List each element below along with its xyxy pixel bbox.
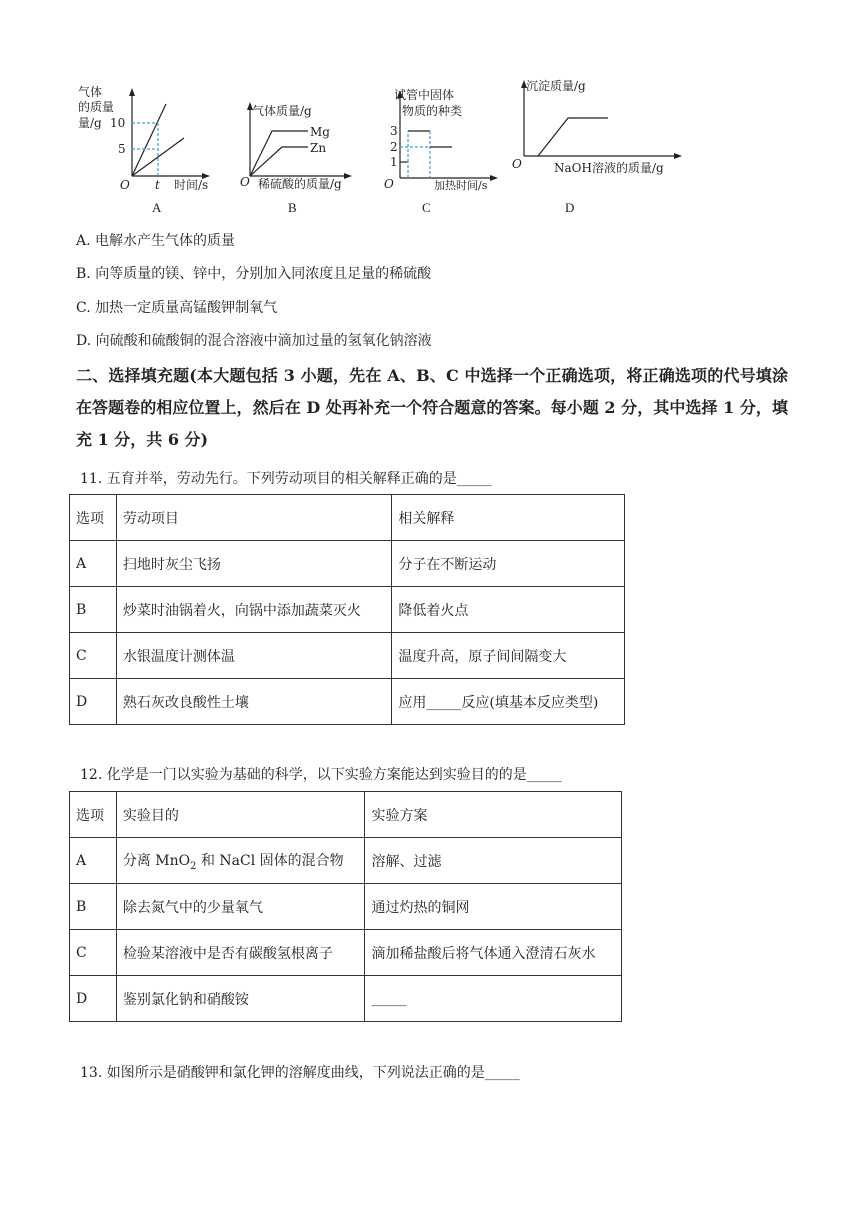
table-cell [116,838,365,884]
table-cell: 通过灼热的铜网 [365,884,622,930]
table-row [70,838,622,884]
figure-c-tick-2: 2 [390,140,398,154]
figure-b [236,80,366,215]
question-13-text: 13. 如图所示是硝酸钾和氯化钾的溶解度曲线，下列说法正确的是 [80,1065,485,1081]
table-cell: 扫地时灰尘飞扬 [116,541,392,587]
table-cell: 溶解、过滤 [365,838,622,884]
table-header-cell: 劳动项目 [116,495,392,541]
figure-a-ylabel-2: 的质量 [78,100,115,114]
option-c: C. 加热一定质量高锰酸钾制氧气 [76,300,278,316]
table-cell: 降低着火点 [392,587,625,633]
figure-a [76,80,216,215]
question-12-blank: _____ [526,767,562,783]
table-cell: D [70,679,117,725]
table-cell: 炒菜时油锅着火，向锅中添加蔬菜灭火 [116,587,392,633]
table-header-cell: 相关解释 [392,495,625,541]
table-cell: 鉴别氯化钠和硝酸铵 [116,976,365,1022]
figure-d-ylabel: 沉淀质量/g [526,79,586,93]
question-12 [80,765,562,785]
table-cell: B [70,587,117,633]
figure-a-x-tick-t: t [155,178,160,192]
figure-b-mg-label: Mg [310,125,330,139]
answer-blank: _____ [426,694,462,711]
table-header-row [70,792,622,838]
goal-subscript: 2 [190,860,197,872]
figure-b-ylabel: 气体质量/g [252,104,312,118]
figure-c-tick-3: 3 [390,124,398,138]
table-cell: A [70,541,117,587]
table-cell: 除去氮气中的少量氧气 [116,884,365,930]
table-header-cell: 选项 [70,495,117,541]
section-heading: 二、选择填充题(本大题包括 3 小题，先在 A、B、C 中选择一个正确选项，将正确选项的代号填涂在答题卷的相应位置上，然后在 D 处再补充一个符合题意的答案。每小题 2 分，其中选择 1 分，填充 1 分，共 6 分) [76,366,788,449]
explain-suffix: 反应(填基本反应类型) [461,694,599,711]
table-header-cell: 实验方案 [365,792,622,838]
table-cell: C [70,930,117,976]
table-cell [392,679,625,725]
figure-a-ylabel-3: 量/g [78,116,102,130]
option-a: A. 电解水产生气体的质量 [76,233,236,249]
table-cell: C [70,633,117,679]
figure-a-origin: O [120,178,130,192]
question-11-table [69,494,625,725]
figure-d-graph [504,76,684,215]
figure-b-graph [236,80,366,215]
figure-a-caption: A [152,200,162,215]
question-13 [80,1063,520,1083]
figure-b-xlabel: 稀硫酸的质量/g [258,177,342,191]
table-header-cell: 实验目的 [116,792,365,838]
table-cell: _____ [365,976,622,1022]
table-cell: 滴加稀盐酸后将气体通入澄清石灰水 [365,930,622,976]
table-cell: 分子在不断运动 [392,541,625,587]
option-b: B. 向等质量的镁、锌中，分别加入同浓度且足量的稀硫酸 [76,266,432,282]
table-row [70,930,622,976]
table-cell: 熟石灰改良酸性土壤 [116,679,392,725]
table-cell: D [70,976,117,1022]
question-11-text: 11. 五育并举，劳动先行。下列劳动项目的相关解释正确的是 [80,471,457,487]
option-d: D. 向硫酸和硫酸铜的混合溶液中滴加过量的氢氧化钠溶液 [76,333,432,349]
figure-d [504,76,684,215]
table-header-cell: 选项 [70,792,117,838]
figure-a-tick-10: 10 [110,116,126,130]
figure-c-ylabel-2: 物质的种类 [402,104,463,118]
figure-c [370,80,500,215]
table-row [70,633,625,679]
figure-c-xlabel: 加热时间/s [434,179,488,192]
figure-b-caption: B [288,200,297,215]
figure-a-tick-5: 5 [118,142,126,156]
table-cell: 检验某溶液中是否有碳酸氢根离子 [116,930,365,976]
figure-d-xlabel: NaOH溶液的质量/g [554,161,664,175]
table-row [70,541,625,587]
figure-c-ylabel-1: 试管中固体 [394,88,455,102]
table-row [70,884,622,930]
figure-a-xlabel: 时间/s [174,178,209,192]
table-cell: B [70,884,117,930]
figure-b-origin: O [240,175,250,189]
question-11 [80,469,492,489]
table-header-row [70,495,625,541]
table-cell: 水银温度计测体温 [116,633,392,679]
question-13-blank: _____ [484,1065,520,1081]
figure-c-origin: O [384,177,394,191]
figure-a-ylabel-1: 气体 [78,85,103,99]
question-12-table [69,791,622,1022]
table-cell: 温度升高，原子间间隔变大 [392,633,625,679]
table-row [70,976,622,1022]
figure-d-origin: O [512,157,522,171]
goal-prefix: 分离 MnO [122,852,191,869]
question-11-blank: _____ [456,471,492,487]
goal-suffix: 和 NaCl 固体的混合物 [196,852,344,869]
table-row [70,587,625,633]
figure-b-zn-label: Zn [310,141,327,155]
explain-prefix: 应用 [398,694,427,711]
figure-c-tick-1: 1 [390,155,398,169]
table-row [70,679,625,725]
figure-d-caption: D [565,200,575,215]
figure-c-caption: C [422,200,431,215]
table-cell: A [70,838,117,884]
question-12-text: 12. 化学是一门以实验为基础的科学，以下实验方案能达到实验目的的是 [80,767,527,783]
